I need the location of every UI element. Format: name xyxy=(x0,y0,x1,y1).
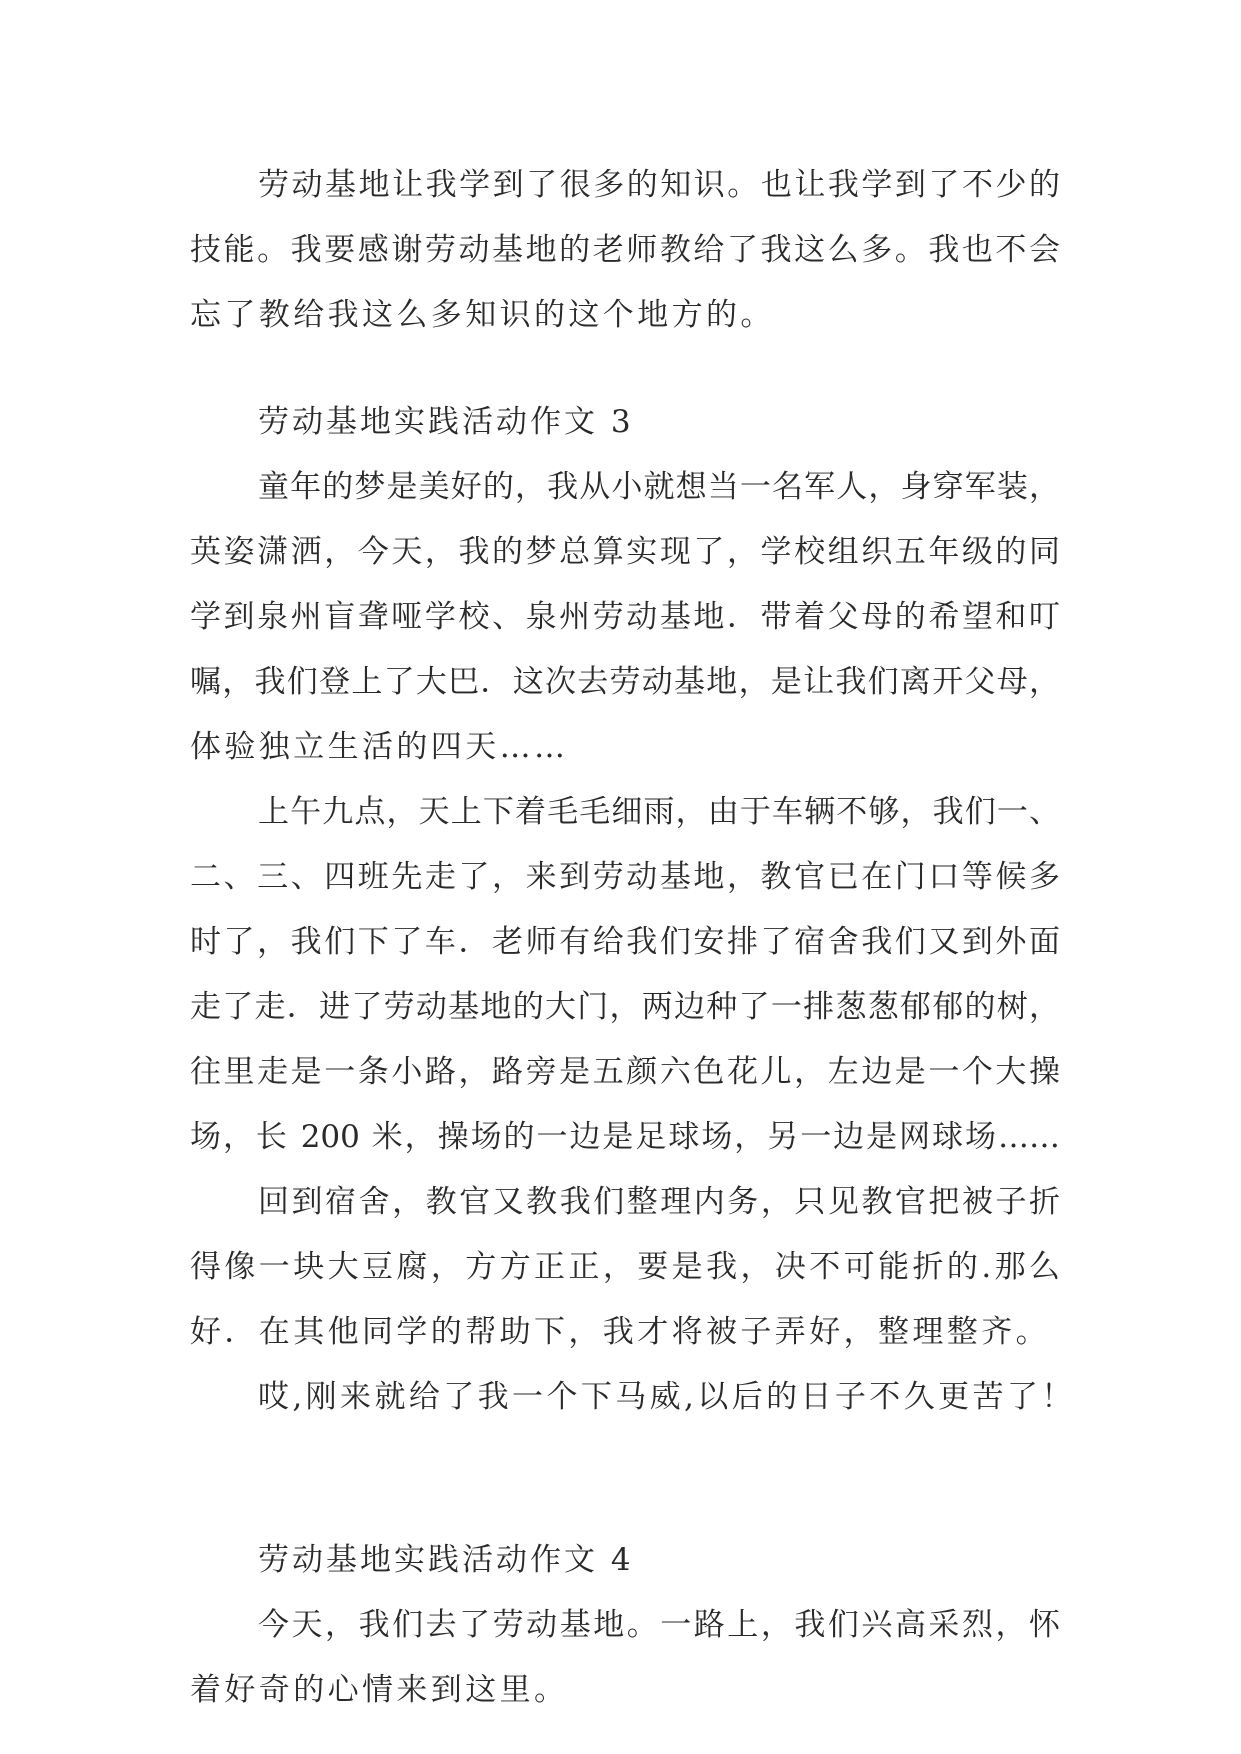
text-line: 走了走．进了劳动基地的大门，两边种了一排葱葱郁郁的树， xyxy=(190,989,1060,1025)
text-line: 回到宿舍，教官又教我们整理内务，只见教官把被子折 xyxy=(258,1184,1060,1220)
text-line: 着好奇的心情来到这里。 xyxy=(190,1672,569,1708)
section-heading-4: 劳动基地实践活动作文 4 xyxy=(258,1542,634,1578)
text-line: 体验独立生活的四天…… xyxy=(190,729,569,765)
text-line: 好．在其他同学的帮助下，我才将被子弄好，整理整齐。 xyxy=(190,1314,1050,1350)
text-line: 二、三、四班先走了，来到劳动基地，教官已在门口等候多 xyxy=(190,859,1060,895)
paragraph-s4-p1 xyxy=(190,1593,1060,1723)
text-line: 得像一块大豆腐，方方正正，要是我，决不可能折的.那么 xyxy=(190,1249,1060,1285)
paragraph-s3-p4 xyxy=(190,1365,1076,1430)
text-line: 童年的梦是美好的，我从小就想当一名军人，身穿军装， xyxy=(258,469,1060,505)
text-line: 忘了教给我这么多知识的这个地方的。 xyxy=(190,297,775,333)
text-line: 嘱，我们登上了大巴．这次去劳动基地，是让我们离开父母， xyxy=(190,664,1060,700)
text-line: 上午九点，天上下着毛毛细雨，由于车辆不够，我们一、 xyxy=(258,794,1060,830)
paragraph-s3-p3 xyxy=(190,1170,1060,1365)
text-line: 技能。我要感谢劳动基地的老师教给了我这么多。我也不会 xyxy=(190,232,1060,268)
text-line: 劳动基地让我学到了很多的知识。也让我学到了不少的 xyxy=(258,167,1060,203)
text-line: 场，长 200 米，操场的一边是足球场，另一边是网球场…… xyxy=(190,1119,1060,1155)
text-line: 英姿潇洒，今天，我的梦总算实现了，学校组织五年级的同 xyxy=(190,534,1060,570)
paragraph-intro xyxy=(190,153,1060,348)
text-line: 今天，我们去了劳动基地。一路上，我们兴高采烈，怀 xyxy=(258,1607,1060,1643)
section-heading-3: 劳动基地实践活动作文 3 xyxy=(258,404,634,440)
text-line: 哎,刚来就给了我一个下马威,以后的日子不久更苦了！ xyxy=(258,1379,1076,1415)
text-line: 学到泉州盲聋哑学校、泉州劳动基地．带着父母的希望和叮 xyxy=(190,599,1060,635)
text-line: 往里走是一条小路，路旁是五颜六色花儿，左边是一个大操 xyxy=(190,1054,1060,1090)
text-line: 时了，我们下了车．老师有给我们安排了宿舍我们又到外面 xyxy=(190,924,1060,960)
paragraph-s3-p1 xyxy=(190,455,1060,780)
paragraph-s3-p2 xyxy=(190,780,1060,1170)
